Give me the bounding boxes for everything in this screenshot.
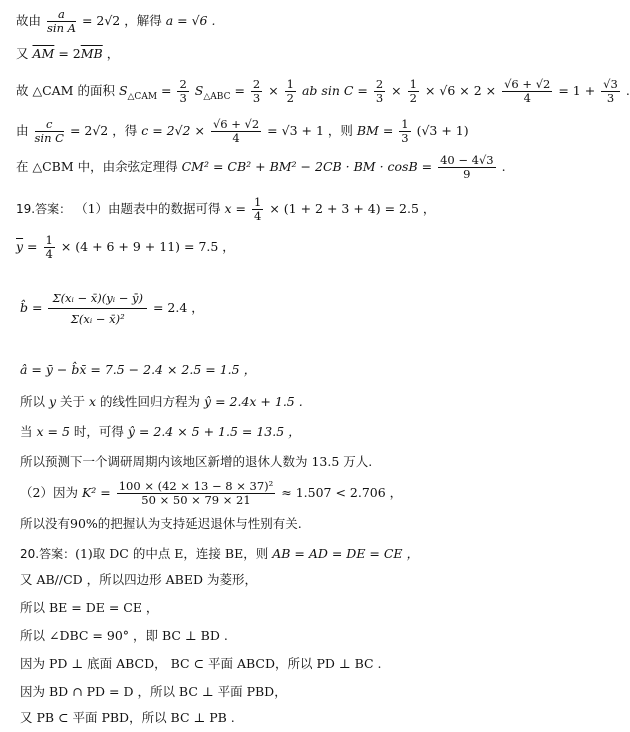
numerator: 2 <box>179 77 187 91</box>
fraction <box>438 154 496 181</box>
denominator: sin C <box>34 131 64 145</box>
text: (1)取 DC 的中点 E，连接 BE，则 <box>75 546 269 561</box>
numerator: 1 <box>409 77 417 91</box>
denominator: 4 <box>254 209 262 223</box>
line-16 <box>20 572 492 588</box>
denominator: 4 <box>45 247 53 261</box>
denominator: 3 <box>606 91 615 105</box>
text: 在 △CBM 中，由余弦定理得 <box>16 159 178 174</box>
fraction <box>601 78 620 105</box>
denominator: 3 <box>179 91 187 105</box>
expression: K² = <box>81 485 115 500</box>
expression: ≈ 1.507 < 2.706 ， <box>281 485 403 500</box>
numerator: 40 − 4√3 <box>440 153 494 167</box>
text: （2）因为 <box>20 485 78 500</box>
expression: x = 5 <box>32 424 74 439</box>
denominator: sin A <box>47 21 76 35</box>
op: = <box>161 83 176 98</box>
expression: (√3 + 1) <box>416 123 469 138</box>
vector-am: $\overline{AM}$ <box>32 46 55 61</box>
vector-mb: $\overline{MB}$ <box>80 46 103 61</box>
text: 所以预测下一个调研周期内该地区新增的退休人数为 13.5 万人. <box>20 454 373 469</box>
numerator: 1 <box>45 233 53 247</box>
text: 当 <box>20 424 33 439</box>
expression: x = <box>224 201 251 216</box>
numerator: 1 <box>401 117 409 131</box>
text: 所以 ∠DBC = 90° ，即 BC ⊥ BD . <box>20 628 228 643</box>
line-12 <box>20 454 492 470</box>
numerator: 100 × (42 × 13 − 8 × 37)² <box>118 479 274 493</box>
b-hat: b̂ = <box>20 300 47 315</box>
line-19 <box>20 656 492 672</box>
expression: × √6 × 2 × <box>424 83 501 98</box>
text: 因为 BD ∩ PD = D ，所以 BC ⊥ 平面 PBD， <box>20 684 287 699</box>
line-3: 故 △CAM 的面积 $S_{\triangle CAM}$ = $\frac{2}{3}$ $S_{\triangle ABC}$ = $\frac{2}{3}$ × $\frac{1}{2}$ ab sin C = $\frac{2}{3}$ × $\frac{1}{2}$ × √6 × 2 × $\frac{√6 + √2}{4}$ = 1 + $\frac{√3}{3}$ . <box>16 77 630 105</box>
text: 又 AB//CD ，所以四边形 ABED 为菱形， <box>20 572 257 587</box>
text: 故 △CAM 的面积 <box>16 83 115 98</box>
line-8 <box>20 290 492 340</box>
numerator: a <box>47 8 76 22</box>
text: 又 PB ⊂ 平面 PBD，所以 BC ⊥ PB . <box>20 710 235 725</box>
line-4 <box>16 118 492 145</box>
line-20 <box>20 684 492 700</box>
text: 故由 <box>16 13 42 28</box>
expression: × (1 + 2 + 3 + 4) = 2.5 ， <box>269 201 436 216</box>
expression: = 2.4 ， <box>152 300 204 315</box>
fraction <box>408 78 419 105</box>
expression: ŷ = 2.4x + 1.5 . <box>200 394 303 409</box>
line-1 <box>16 8 492 35</box>
denominator: 50 × 50 × 79 × 21 <box>141 493 251 507</box>
denominator: 4 <box>523 91 531 105</box>
line-21 <box>20 710 492 726</box>
mean-y: $\overline{y}$ <box>16 239 24 254</box>
numerator: 1 <box>254 195 262 209</box>
expression: × (4 + 6 + 9 + 11) = 7.5 ， <box>60 239 235 254</box>
text: 又 <box>16 46 29 61</box>
equation: = 2√2 ，得 <box>69 123 138 138</box>
fraction <box>252 196 263 223</box>
fraction <box>399 118 410 145</box>
numerator: c <box>35 118 64 132</box>
fraction <box>177 78 188 105</box>
line-9 <box>20 362 492 378</box>
text: 的线性回归方程为 <box>100 394 201 409</box>
text: 由 <box>16 123 29 138</box>
numerator: 2 <box>375 77 384 91</box>
numerator: Σ(xᵢ − x̄)(yᵢ − ȳ) <box>48 290 147 309</box>
line-2: 又 $\overline{AM} = 2\overline{MB}$ ， <box>16 46 120 61</box>
line-7 <box>16 234 492 261</box>
denominator: 3 <box>252 91 261 105</box>
regression-fraction <box>48 290 147 326</box>
line-17 <box>20 600 492 616</box>
expression: BM = <box>356 123 398 138</box>
answer-label-20: 20.答案： <box>20 547 76 561</box>
line-5 <box>16 153 506 181</box>
answer-label-19: 19.答案： <box>16 202 72 216</box>
expression: CM² = CB² + BM² − 2CB · BM · cosB = <box>181 159 437 174</box>
expression: c = 2√2 × <box>141 123 209 138</box>
subscript: △CAM <box>127 92 158 102</box>
text: 时，可得 <box>73 424 124 439</box>
text: 所以没有90%的把握认为支持延迟退休与性别有关. <box>20 516 302 531</box>
numerator: 2 <box>252 77 261 91</box>
text: 所以 <box>20 394 46 409</box>
fraction <box>374 78 385 105</box>
numerator: 1 <box>286 77 294 91</box>
punct: . <box>625 83 630 98</box>
fraction <box>211 118 261 145</box>
fraction <box>35 118 64 145</box>
expression: â = ȳ − b̂x̄ = 7.5 − 2.4 × 2.5 = 1.5 ， <box>20 362 257 377</box>
numerator: √6 + √2 <box>212 117 260 131</box>
fraction <box>251 78 262 105</box>
denominator: 3 <box>375 91 384 105</box>
equation: = 2√2 ，解得 <box>81 13 162 28</box>
expression: ab sin C = <box>301 83 372 98</box>
fraction <box>285 78 296 105</box>
line-6 <box>16 196 492 223</box>
fraction <box>502 78 552 105</box>
text: 因为 PD ⊥ 底面 ABCD， BC ⊂ 平面 ABCD，所以 PD ⊥ BC . <box>20 656 382 671</box>
line-11 <box>20 424 492 440</box>
text: 关于 <box>60 394 86 409</box>
area-symbol: S <box>118 83 128 98</box>
op: × <box>268 83 283 98</box>
var-y: y <box>45 394 61 409</box>
denominator: 4 <box>232 131 240 145</box>
expression: ŷ = 2.4 × 5 + 1.5 = 13.5 ， <box>123 424 301 439</box>
punct: . <box>501 159 506 174</box>
denominator: 9 <box>463 167 471 181</box>
line-15 <box>20 546 492 562</box>
denominator: 3 <box>401 131 409 145</box>
line-13 <box>20 480 492 507</box>
line-18 <box>20 628 492 644</box>
op: = <box>27 239 42 254</box>
numerator: √6 + √2 <box>504 77 551 91</box>
denominator: 2 <box>409 91 417 105</box>
subscript: △ABC <box>203 92 231 102</box>
var-x: x <box>85 394 101 409</box>
numerator: √3 <box>603 77 618 91</box>
area-symbol: S <box>194 83 204 98</box>
denominator: 2 <box>286 91 294 105</box>
fraction <box>44 234 55 261</box>
punct: ， <box>106 46 120 61</box>
result: a = √6 . <box>165 13 216 28</box>
expression: AB = AD = DE = CE ， <box>268 546 420 561</box>
text: 所以 BE = DE = CE ， <box>20 600 159 615</box>
text: （1）由题表中的数据可得 <box>75 201 221 216</box>
fraction <box>117 480 276 507</box>
fraction <box>47 8 76 35</box>
op: = 1 + <box>558 83 600 98</box>
line-10 <box>20 394 492 410</box>
denominator: Σ(xᵢ − x̄)² <box>70 312 125 326</box>
equation: = √3 + 1 ，则 <box>267 123 353 138</box>
line-14 <box>20 516 492 532</box>
